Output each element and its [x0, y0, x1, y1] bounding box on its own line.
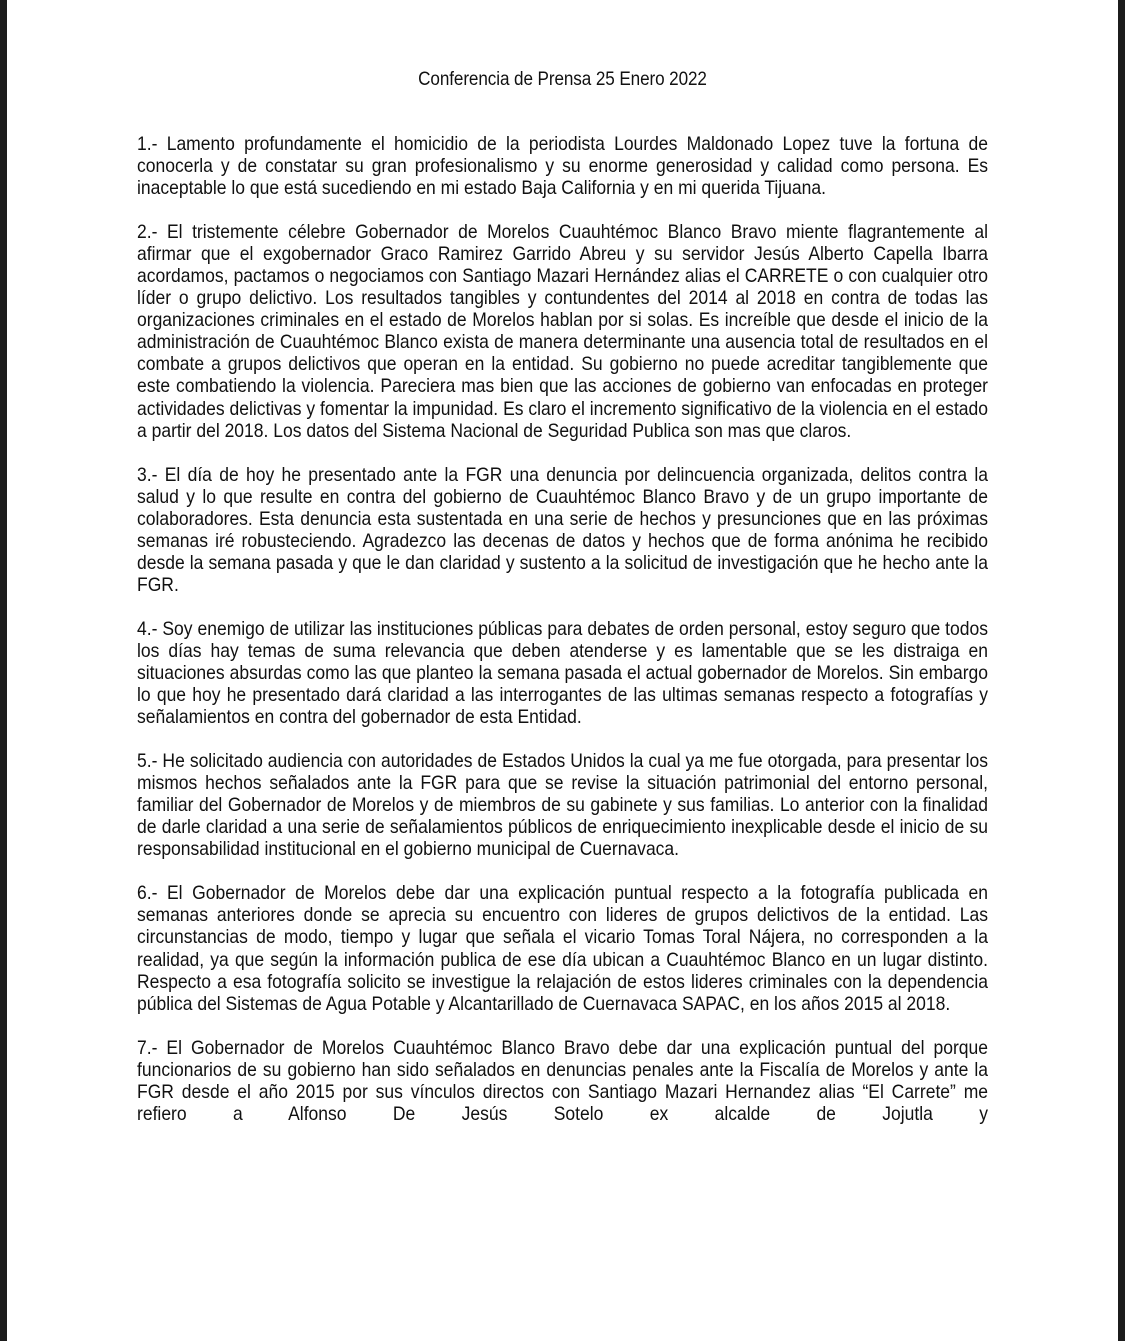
paragraph-5: 5.- He solicitado audiencia con autoridades de Estados Unidos la cual ya me fue otorgada, para presentar los mismos hechos señalados ante la FGR para que se revise la situación patrimonial del entorno personal, familiar del Gobernador de Morelos y de miembros de su gabinete y sus familias. Lo anterior con la finalidad de darle claridad a una serie de señalamientos públicos de enriquecimiento inexplicable desde el inicio de su responsabilidad institucional en el gobierno municipal de Cuernavaca. — [137, 750, 989, 861]
document-page — [7, 0, 1118, 1341]
document-title: Conferencia de Prensa 25 Enero 2022 — [418, 69, 707, 90]
paragraph-2: 2.- El tristemente célebre Gobernador de Morelos Cuauhtémoc Blanco Bravo miente flagrantemente al afirmar que el exgobernador Graco Ramirez Garrido Abreu y su servidor Jesús Alberto Capella Ibarra acordamos, pactamos o negociamos con Santiago Mazari Hernández alias el CARRETE o con cualquier otro líder o grupo delictivo. Los resultados tangibles y contundentes del 2014 al 2018 en contra de todas las organizaciones criminales en el estado de Morelos hablan por si solas. Es increíble que desde el inicio de la administración de Cuauhtémoc Blanco exista de manera determinante una ausencia total de resultados en el combate a grupos delictivos que operan en la entidad. Su gobierno no puede acreditar tangiblemente que este combatiendo la violencia. Pareciera mas bien que las acciones de gobierno van enfocadas en proteger actividades delictivas y fomentar la impunidad. Es claro el incremento significativo de la violencia en el estado a partir del 2018. Los datos del Sistema Nacional de Seguridad Publica son mas que claros. — [137, 221, 989, 442]
document-body — [137, 133, 988, 1147]
paragraph-3: 3.- El día de hoy he presentado ante la FGR una denuncia por delincuencia organizada, delitos contra la salud y lo que resulte en contra del gobierno de Cuauhtémoc Blanco Bravo y de un grupo importante de colaboradores. Esta denuncia esta sustentada en una serie de hechos y presunciones que en las próximas semanas iré robusteciendo. Agradezco las decenas de datos y hechos que de forma anónima he recibido desde la semana pasada y que le dan claridad y sustento a la solicitud de investigación que he hecho ante la FGR. — [137, 463, 989, 596]
paragraph-4: 4.- Soy enemigo de utilizar las instituciones públicas para debates de orden personal, estoy seguro que todos los días hay temas de suma relevancia que deben atenderse y es lamentable que se les distraiga en situaciones absurdas como las que planteo la semana pasada el actual gobernador de Morelos. Sin embargo lo que hoy he presentado dará claridad a las interrogantes de las ultimas semanas respecto a fotografías y señalamientos en contra del gobernador de esta Entidad. — [137, 617, 989, 729]
paragraph-1: 1.- Lamento profundamente el homicidio de la periodista Lourdes Maldonado Lopez tuve la fortuna de conocerla y de constatar su gran profesionalismo y su enorme generosidad y calidad como persona. Es inaceptable lo que está sucediendo en mi estado Baja California y en mi querida Tijuana. — [137, 133, 989, 200]
paragraph-6: 6.- El Gobernador de Morelos debe dar una explicación puntual respecto a la fotografía publicada en semanas anteriores donde se aprecia su encuentro con lideres de grupos delictivos de la entidad. Las circunstancias de modo, tiempo y lugar que señala el vicario Tomas Toral Nájera, no corresponden a la realidad, ya que según la información publica de ese día ubican a Cuauhtémoc Blanco en un lugar distinto. Respecto a esa fotografía solicito se investigue la relajación de estos lideres criminales con la dependencia pública del Sistemas de Agua Potable y Alcantarillado de Cuernavaca SAPAC, en los años 2015 al 2018. — [137, 882, 989, 1015]
paragraph-7: 7.- El Gobernador de Morelos Cuauhtémoc Blanco Bravo debe dar una explicación puntual del porque funcionarios de su gobierno han sido señalados en denuncias penales ante la Fiscalía de Morelos y ante la FGR desde el año 2015 por sus vínculos directos con Santiago Mazari Hernandez alias “El Carrete” me refiero a Alfonso De Jesús Sotelo ex alcalde de Jojutla y — [137, 1036, 989, 1125]
